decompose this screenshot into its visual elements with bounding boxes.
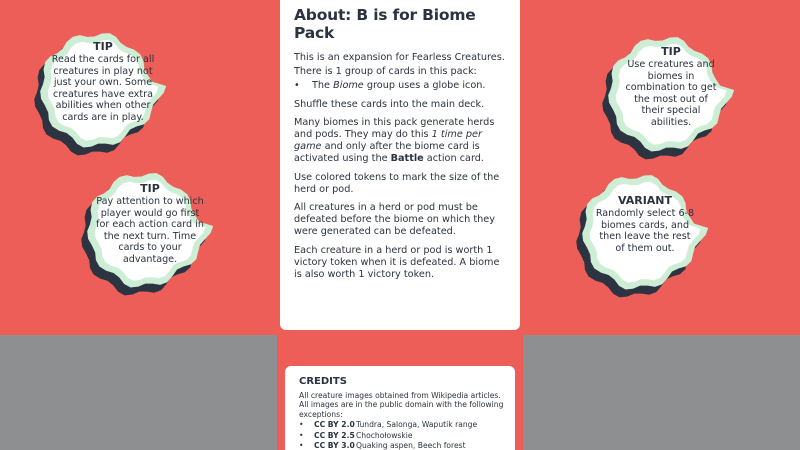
variant-content xyxy=(594,194,696,254)
credits-bullet: • xyxy=(299,441,304,450)
tip-title: TIP xyxy=(93,40,113,53)
variant-text: Randomly select 6-8 biomes cards, and then leave the rest of them out. xyxy=(595,208,695,254)
about-bullet xyxy=(294,80,507,92)
tip-badge-top-right xyxy=(592,12,750,170)
tip-title: TIP xyxy=(661,45,681,58)
credits-license: CC BY 2.5 xyxy=(314,430,355,440)
credits-subjects: Tundra, Salonga, Waputik range xyxy=(356,420,478,430)
about-group-count: There is 1 group of cards in this pack: xyxy=(294,66,477,78)
credits-item xyxy=(299,442,505,450)
credits-title: CREDITS xyxy=(299,376,347,387)
credits-intro: All creature images obtained from Wikipedia articles. All images are in the public domain with the following exceptions: xyxy=(299,391,504,419)
credits-subjects: Chochołowskie xyxy=(356,430,413,440)
credits-list xyxy=(299,421,505,450)
credits-item xyxy=(299,432,505,441)
about-victory: Each creature in a herd or pod is worth 1 victory token when it is defeated. A biome is also worth 1 victory token. xyxy=(294,244,500,281)
tip-text: Use creatures and biomes in combination to get the most out of their special abilities. xyxy=(625,59,717,128)
tip-content xyxy=(95,182,205,266)
variant-title: VARIANT xyxy=(617,194,673,207)
about-panel xyxy=(280,0,520,330)
herds-emphasis: 1 time per game xyxy=(294,129,482,153)
tip-badge-top-left xyxy=(24,8,182,166)
herds-pre: Many biomes in this pack generate herds and pods. They may do this xyxy=(294,116,495,141)
tip-badge-bottom-left xyxy=(71,148,229,306)
credits-bullet: • xyxy=(299,420,304,430)
about-title: About: B is for Biome Pack xyxy=(294,6,476,42)
variant-badge-bottom-right xyxy=(566,150,724,308)
bullet-post: group uses a globe icon. xyxy=(363,80,486,92)
tip-text: Pay attention to which player would go first for each action card in the next turn. Time cards to your advantage. xyxy=(96,196,204,265)
about-shuffle: Shuffle these cards into the main deck. xyxy=(294,98,485,110)
herds-post: action card. xyxy=(423,153,485,165)
credits-item xyxy=(299,421,505,430)
herds-strong: Battle xyxy=(390,153,424,165)
tip-content xyxy=(46,40,160,124)
tip-content xyxy=(622,45,720,129)
about-herds xyxy=(294,117,507,166)
bullet-dot: • xyxy=(294,80,300,92)
bullet-emphasis: Biome xyxy=(333,80,364,92)
about-body xyxy=(294,52,507,281)
credits-license: CC BY 3.0 xyxy=(314,441,355,450)
credits-panel xyxy=(285,366,515,450)
herds-mid: and only after the biome card is activated using the xyxy=(294,141,480,165)
tip-text: Read the cards for all creatures in play not just your own. Some creatures have extra abilities when other cards are in play. xyxy=(51,54,155,123)
about-tokens: Use colored tokens to mark the size of the herd or pod. xyxy=(294,171,500,195)
about-intro: This is an expansion for Fearless Creatures. xyxy=(294,52,505,63)
tip-title: TIP xyxy=(140,182,160,195)
bullet-text xyxy=(312,80,486,92)
about-defeat: All creatures in a herd or pod must be defeated before the biome on which they were generated can be defeated. xyxy=(294,202,495,238)
credits-subjects: Quaking aspen, Beech forest xyxy=(356,441,466,450)
bullet-pre: The xyxy=(312,80,334,92)
credits-license: CC BY 2.0 xyxy=(314,420,355,430)
credits-bullet: • xyxy=(299,430,304,440)
